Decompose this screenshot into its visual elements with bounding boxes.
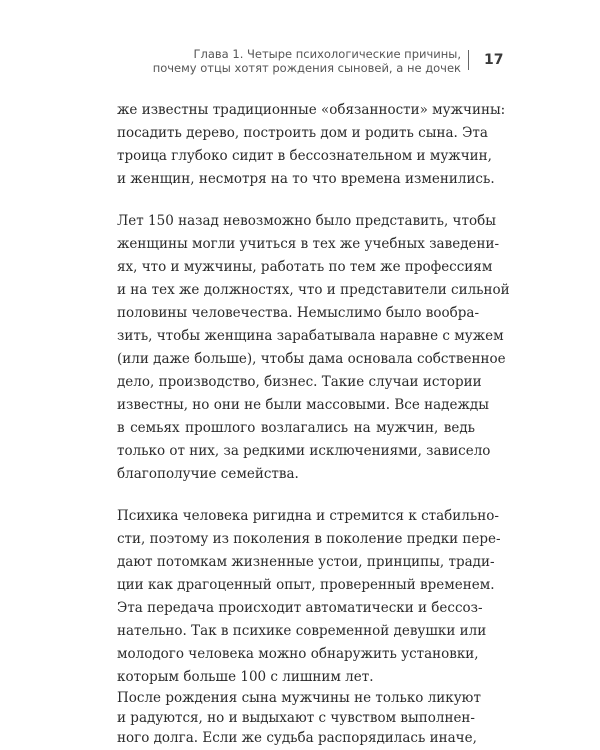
text-line: благополучие семейства. [117,466,299,482]
text-line: и женщин, несмотря на то что времена изменились. [117,171,495,187]
text-line: троица глубоко сидит в бессознательном и мужчин, [117,148,492,164]
text-line: которым больше 100 с лишним лет. [117,669,374,685]
text-line: в семьях прошлого возлагались на мужчин, ведь [117,420,475,436]
text-line: известны, но они не были массовыми. Все надежды [117,397,489,413]
text-line: (или даже больше), чтобы дама основала собственное [117,351,506,367]
text-line: После рождения сына мужчины не только ликуют [117,690,481,706]
text-line: дают потомкам жизненные устои, принципы, тради- [117,554,495,570]
text-line: и на тех же должностях, что и представители сильной [117,282,510,298]
text-line: ции как драгоценный опыт, проверенный временем. [117,577,495,593]
text-line: молодого человека можно обнаружить установки, [117,646,479,662]
text-line: Психика человека ригидна и стремится к стабильно- [117,508,499,524]
text-line: Лет 150 назад невозможно было представить, чтобы [117,213,496,229]
chapter-title-line-2: почему отцы хотят рождения сыновей, а не дочек [152,61,461,75]
text-line: женщины могли учиться в тех же учебных заведени- [117,236,500,252]
text-line: дело, производство, бизнес. Такие случаи истории [117,374,482,390]
text-line: зить, чтобы женщина зарабатывала наравне с мужем [117,328,504,344]
text-line: сти, поэтому из поколения в поколение предки пере- [117,531,501,547]
text-line: ного долга. Если же судьба распорядилась иначе, [117,730,477,746]
text-line: половины человечества. Немыслимо было вообра- [117,305,480,321]
text-line: ях, что и мужчины, работать по тем же профессиям [117,259,493,275]
page-number: 17 [484,52,504,68]
text-line: нательно. Так в психике современной девушки или [117,623,487,639]
text-line: же известны традиционные «обязанности» мужчины: [117,102,506,118]
text-line: посадить дерево, построить дом и родить сына. Эта [117,125,488,141]
text-line: Эта передача происходит автоматически и бессоз- [117,600,483,616]
chapter-title-line-1: Глава 1. Четыре психологические причины, [193,47,461,61]
text-line: и радуются, но и выдыхают с чувством выполнен- [117,710,475,726]
text-line: только от них, за редкими исключениями, зависело [117,443,491,459]
